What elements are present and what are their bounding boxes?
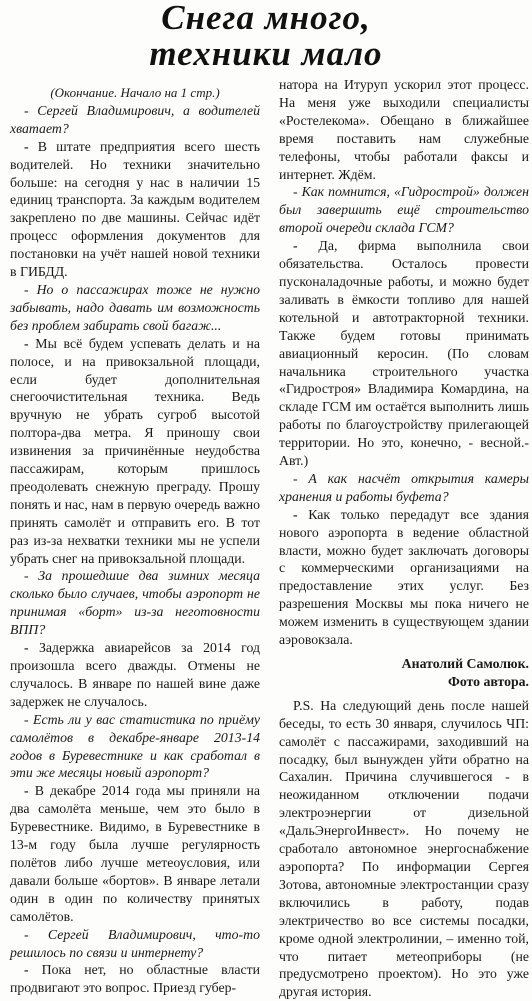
answer: - Задержка авиарейсов за 2014 год произошла всего дважды. Отмены не случалось. В январе по нашей вине даже задержек не случалось. [10,640,260,709]
question: - За прошедшие два зимних месяца сколько было случаев, чтобы аэропорт не принимая «борт» из-за неготовности ВПП? [10,568,260,638]
answer: - В декабре 2014 года мы приняли на два самолёта меньше, чем это было в Буревестнике. Видимо, в Буревестнике в 13-м году была лучше регулярность полётов либо лучше метеоусловия, или давали больше «бортов». В январе летали один в один по количеству принятых самолётов. [10,783,260,924]
right-column [279,76,529,1001]
continuation-note: (Окончание. Начало на 1 стр.) [50,85,220,100]
question: - А как насчёт открытия камеры хранения и работы буфета? [279,470,529,504]
article-title [0,0,532,78]
answer: - Как только передадут все здания нового аэропорта в ведение областной власти, можно будет заключать договоры с коммерческими организациями на предоставление этих услуг. Без разрешения Москвы мы пока ничего не можем изменить в существующем здании аэровокзала. [279,506,530,648]
title-line-2: техники мало [149,34,383,73]
answer: - В штате предприятия всего шесть водителей. Но техники значительно больше: на сегодня у нас в наличии 15 единиц транспорта. За каждым водителем закреплено по две машины. Сейчас идёт процесс оформления документов для постановки на учёт нашей новой техники в ГИБДД. [10,138,260,280]
title-line-1: Снега много, [161,0,371,37]
question: - Сергей Владимирович, что-то решилось по связи и интернету? [10,926,260,960]
answer: - Мы всё будем успевать делать и на полосе, и на привокзальной площади, если будет дополнительная снегоочистительная техника. Ведь вручную не убрать сугроб высотой полтора-два метра. Я приношу свои извинения за причинённые неудобства пассажирам, которым пришлось преодолевать снежную преграду. Прошу понять и нас, нам в первую очередь важно принять самолёт и отправить его. В тот раз из-за нехватки техники мы не успели убрать снег на привокзальной площади. [10,335,260,566]
continued-text: натора на Итуруп ускорил этот процесс. На меня уже выходили специалисты «Ростелекома». Обещано в ближайшее время поставить нам служебные телефоны, чтобы работали факсы и интернет. Ждём. [279,77,529,182]
photo-credit: Фото автора. [447,673,529,689]
postscript: P.S. На следующий день после нашей беседы, то есть 30 января, случилось ЧП: самолёт с пассажирами, заходивший на посадку, был вынужден уйти обратно на Сахалин. Причина случившегося - в неожиданном отключении подачи электроэнергии от дизельной «ДальЭнергоИнвест». Но почему не сработало автономное энергоснабжение аэропорта? По информации Сергея Зотова, автономные электростанции сразу включились в работу, подав электричество во все системы посадки, кроме одной электролинии, – именно той, что питает метеоприборы (не предусмотрено проектом). Но это уже другая история. [279,697,529,1000]
answer: - Да, фирма выполнила свои обязательства. Осталось провести пусконаладочные работы, и можно будет заливать в ёмкости топливо для нашей котельной и автотракторной техники. Также будем готовы принимать авиационный керосин. (По словам начальника строительного участка «Гидростроя» Владимира Комардина, на складе ГСМ им остаётся выполнить лишь работы по благоустройству прилегающей территории. Но это, конечно, - весной.- Авт.) [279,238,529,469]
question: - Но о пассажирах тоже не нужно забывать, надо давать им возможность без проблем забирать свой багаж... [10,281,260,333]
question: - Есть ли у вас статистика по приёму самолётов в декабре-январе 2013-14 годов в Буревестнике и как сработал в эти же месяцы новый аэропорт? [10,711,260,781]
left-column [10,84,260,997]
question: - Как помнится, «Гидрострой» должен был завершить ещё строительство второй очереди склада ГСМ? [279,184,529,236]
question: - Сергей Владимирович, а водителей хватает? [10,102,260,136]
answer: - Пока нет, но областные власти продвигают это вопрос. Приезд губер- [10,962,260,996]
author-signature: Анатолий Самолюк. [401,656,529,671]
